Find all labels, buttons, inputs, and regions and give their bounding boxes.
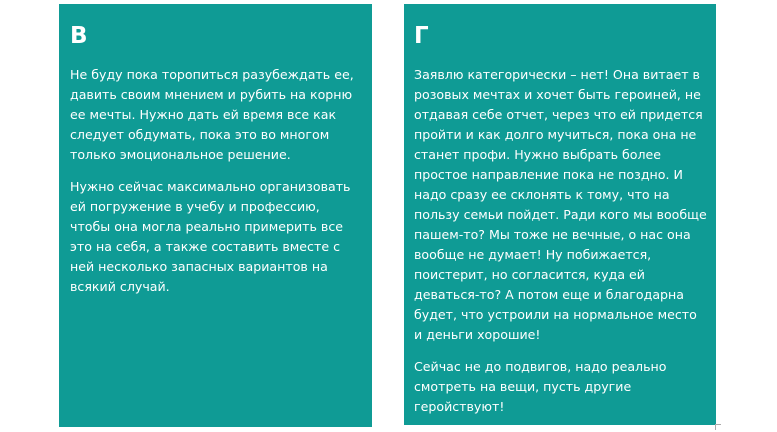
answer-card-g bbox=[404, 4, 716, 425]
card-paragraph: Заявлю категорически – нет! Она витает в розовых мечтах и хочет быть героиней, не отдавая себе отчет, через что ей придется пройти и как долго мучиться, пока она не станет профи. Нужно выбрать более простое направление пока не поздно. И надо сразу ее склонять к тому, что на пользу семьи пойдет. Ради кого мы вообще пашем-то? Мы тоже не вечные, о нас она вообще не думает! Ну побижается, поистерит, но согласится, куда ей деваться-то? А потом еще и благодарна будет, что устроили на нормальное место и деньги хорошие! bbox=[414, 67, 707, 342]
card-paragraph: Нужно сейчас максимально организовать ей погружение в учебу и профессию, чтобы она могла реально примерить все это на себя, а также составить вместе с ней несколько запасных вариантов на всякий случай. bbox=[70, 179, 351, 294]
card-paragraph: Не буду пока торопиться разубеждать ее, давить своим мнением и рубить на корню ее мечты. Нужно дать ей время все как следует обдумать, пока это во многом только эмоциональное решение. bbox=[70, 67, 354, 162]
page-corner-mark bbox=[715, 424, 721, 430]
card-letter: Г bbox=[414, 23, 429, 49]
answer-card-v bbox=[59, 4, 372, 427]
card-paragraph: Сейчас не до подвигов, надо реально смотреть на вещи, пусть другие геройствуют! bbox=[414, 359, 667, 414]
card-letter: В bbox=[70, 23, 88, 49]
